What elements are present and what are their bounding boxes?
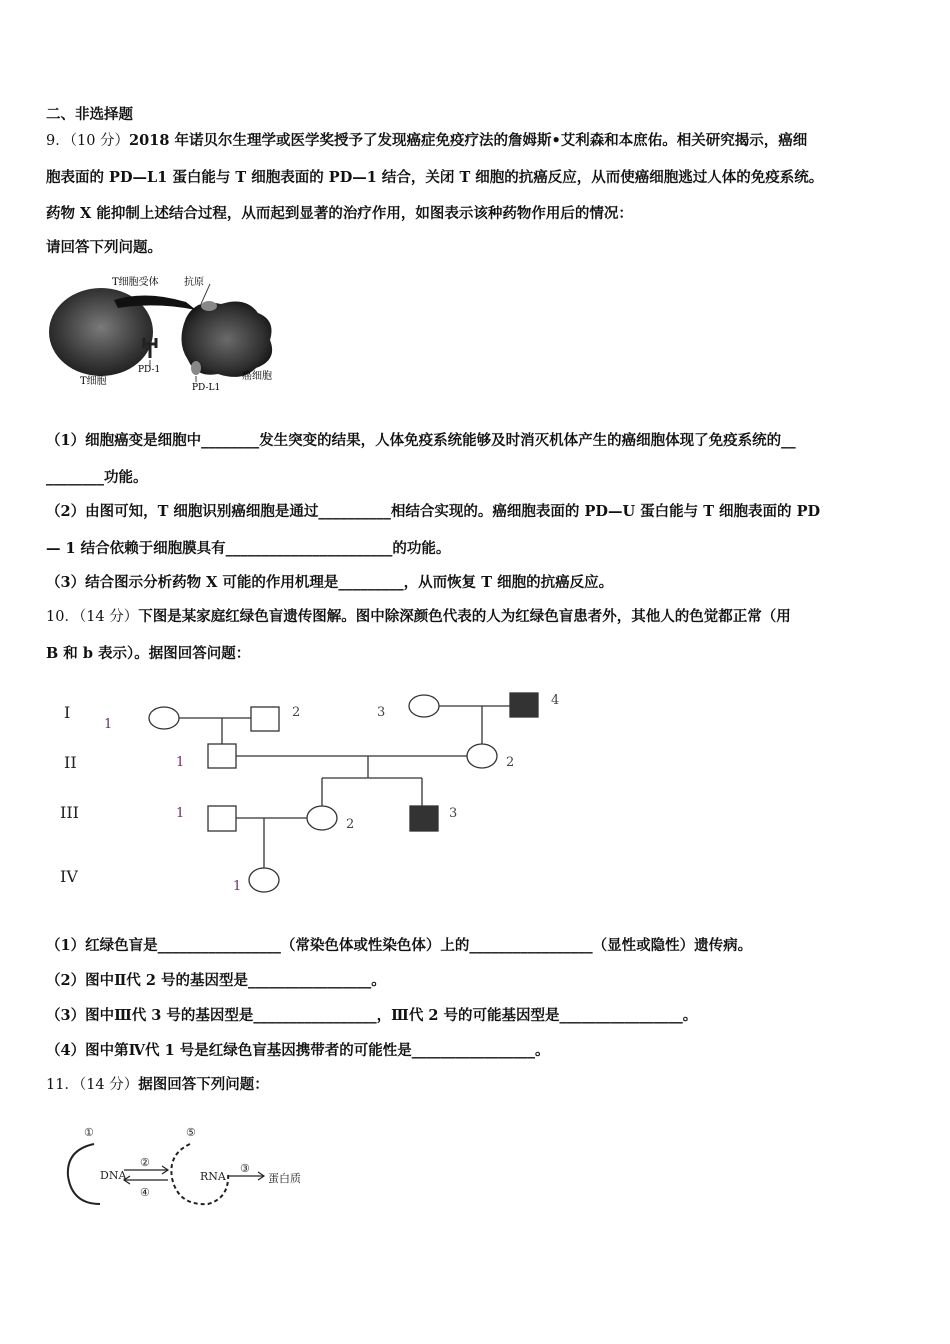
cancer-cell-label: 癌细胞 (242, 371, 272, 382)
q9-sub2-line1: （2）由图可知，T 细胞识别癌细胞是通过__________相结合实现的。癌细胞表面的 PD—U 蛋白能与 T 细胞表面的 PD (46, 503, 821, 520)
q9-sub3: （3）结合图示分析药物 X 可能的作用机理是_________，从而恢复 T 细胞的抗癌反应。 (46, 574, 614, 591)
IV1-female (249, 868, 279, 892)
II1-number: 1 (176, 755, 185, 770)
q9-score: （10 分） (69, 133, 130, 149)
step5-label: ⑤ (186, 1126, 196, 1139)
section-title: 二、非选择题 (46, 106, 133, 123)
gen-I-label: I (64, 703, 71, 722)
antigen-label: 抗原 (184, 277, 204, 288)
q10-score: （14 分） (78, 609, 139, 625)
III3-number: 3 (449, 806, 458, 821)
antigen-shape (201, 301, 217, 311)
pdl1-label: PD-L1 (192, 383, 221, 393)
pedigree-chart (46, 680, 586, 905)
gen-III-label: III (60, 803, 79, 822)
I2-number: 2 (292, 705, 301, 720)
q10-line1-text: 下图是某家庭红绿色盲遗传图解。图中除深颜色代表的人为红绿色盲患者外，其他人的色觉都正常（用 (138, 608, 791, 625)
step2-label: ② (140, 1156, 150, 1169)
gen-IV-label: IV (60, 867, 78, 886)
central-dogma-diagram (60, 1120, 320, 1215)
immune-figure (46, 268, 286, 396)
q11-number: 11． (46, 1077, 79, 1093)
step1-label: ① (84, 1126, 94, 1139)
I3-female (409, 695, 439, 717)
q9-line2: 胞表面的 PD—L1 蛋白能与 T 细胞表面的 PD—1 结合，关闭 T 细胞的抗癌反应，从而使癌细胞逃过人体的免疫系统。 (46, 169, 824, 186)
step4-label: ④ (140, 1186, 150, 1199)
q10-line2: B 和 b 表示）。据图回答问题： (46, 645, 251, 662)
q11-score: （14 分） (78, 1077, 139, 1093)
I4-number: 4 (551, 693, 560, 708)
I3-number: 3 (377, 705, 386, 720)
q9-line4: 请回答下列问题。 (46, 239, 162, 256)
IV1-number: 1 (233, 879, 242, 894)
pd1-label: PD-1 (138, 365, 161, 375)
q10-sub1: （1）红绿色盲是_________________（常染色体或性染色体）上的_________________（显性或隐性）遗传病。 (46, 937, 753, 954)
q10-sub2: （2）图中Ⅱ代 2 号的基因型是_________________。 (46, 972, 386, 989)
q9-sub2-line2: — 1 结合依赖于细胞膜具有_______________________的功能。 (46, 540, 451, 557)
dna-replication-arc (68, 1144, 100, 1204)
III1-number: 1 (176, 806, 185, 821)
step3-label: ③ (240, 1162, 250, 1175)
q9-sub1-line2: ________功能。 (46, 469, 148, 486)
q11-line1 (46, 1073, 269, 1094)
III2-number: 2 (346, 817, 355, 832)
q9-line1 (46, 129, 807, 150)
t-cell-label: T细胞 (80, 376, 107, 387)
rna-label: RNA (200, 1170, 226, 1183)
q11-text: 据图回答下列问题： (138, 1076, 269, 1093)
dna-label: DNA (100, 1169, 127, 1182)
t-receptor-label: T细胞受体 (112, 277, 159, 288)
q9-sub1-line1: （1）细胞癌变是细胞中________发生突变的结果，人体免疫系统能够及时消灭机体产生的癌细胞体现了免疫系统的__ (46, 432, 796, 449)
II2-number: 2 (506, 755, 515, 770)
I1-number: 1 (104, 717, 113, 732)
q10-sub3: （3）图中Ⅲ代 3 号的基因型是_________________，Ⅲ代 2 号的可能基因型是_________________。 (46, 1007, 698, 1024)
II1-male (208, 744, 236, 768)
III1-male (208, 806, 236, 831)
III2-female (307, 806, 337, 830)
pdl1-shape (191, 361, 201, 375)
III3-male (410, 806, 438, 831)
I2-male (251, 707, 279, 731)
q9-line3: 药物 X 能抑制上述结合过程，从而起到显著的治疗作用，如图表示该种药物作用后的情况： (46, 205, 633, 222)
q10-sub4: （4）图中第Ⅳ代 1 号是红绿色盲基因携带者的可能性是_________________。 (46, 1042, 550, 1059)
II2-female (467, 744, 497, 768)
q10-line1 (46, 605, 791, 626)
q9-number: 9． (46, 133, 70, 149)
protein-label: 蛋白质 (268, 1172, 301, 1185)
q9-line1-text: 2018 年诺贝尔生理学或医学奖授予了发现癌症免疫疗法的詹姆斯•艾利森和本庶佑。相关研究揭示，癌细 (129, 132, 808, 149)
I1-female (149, 707, 179, 729)
I4-male (510, 693, 538, 717)
gen-II-label: II (64, 753, 77, 772)
q10-number: 10． (46, 609, 79, 625)
